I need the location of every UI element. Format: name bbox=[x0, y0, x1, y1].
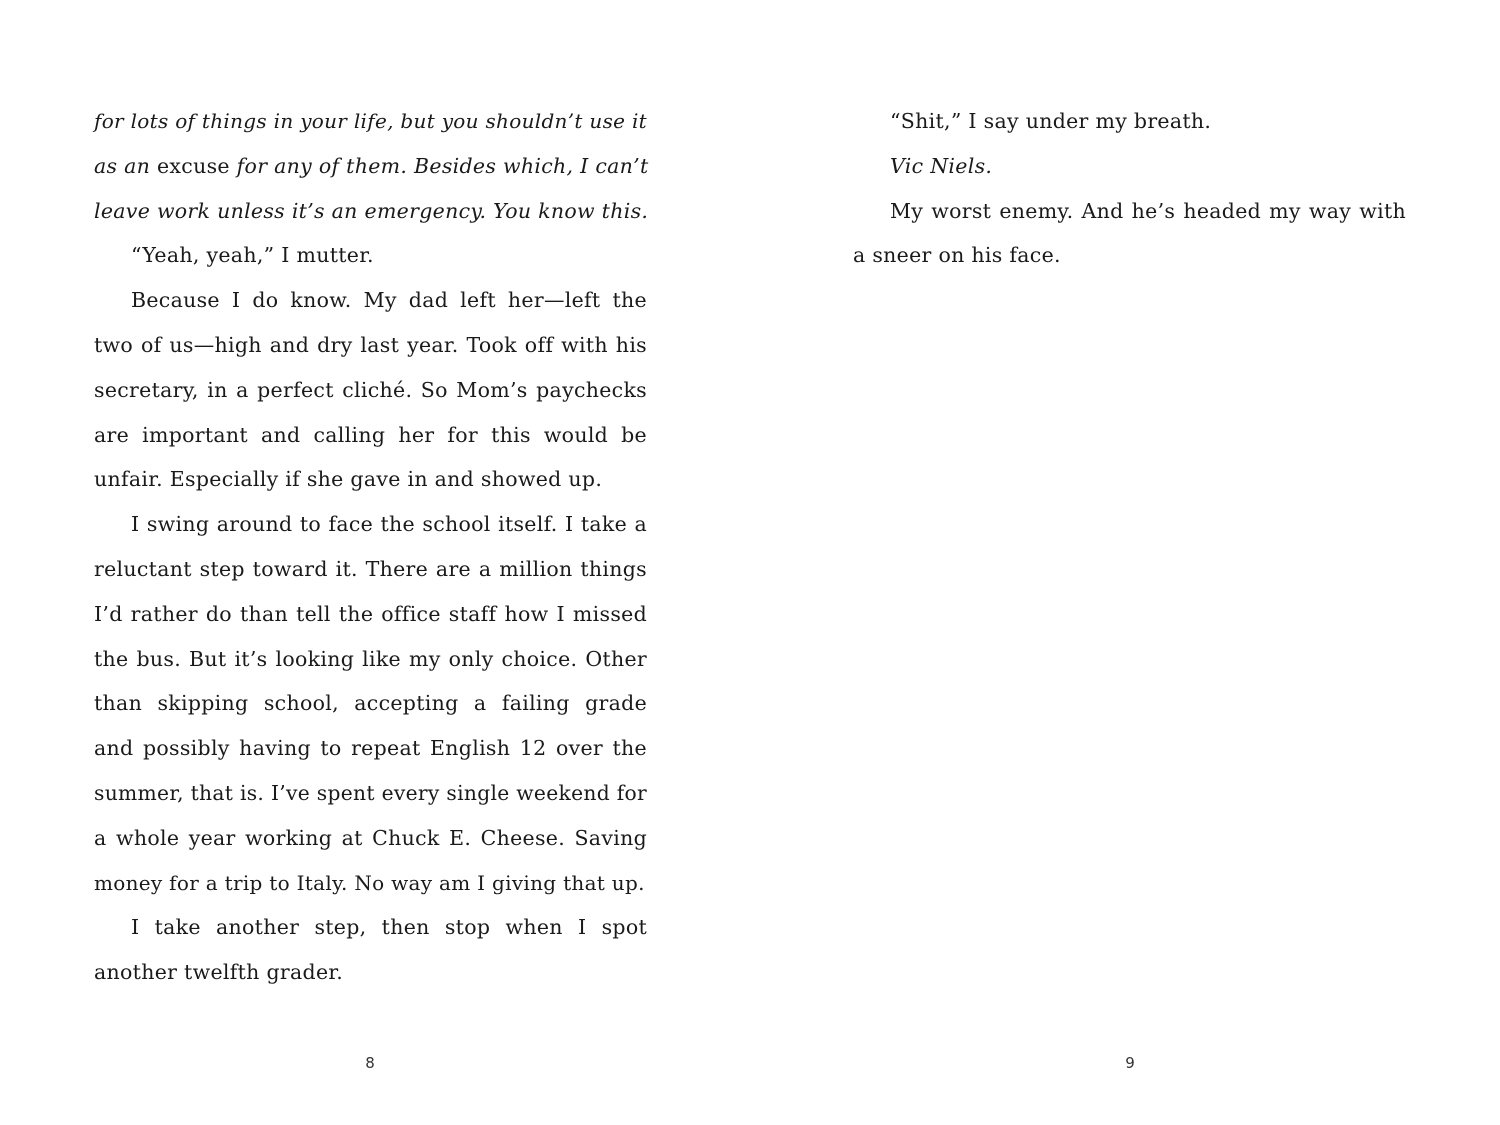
text-segment: I’d rather do than tell the office staff how I missed bbox=[94, 601, 647, 626]
text-segment: and possibly having to repeat English 12 over the bbox=[94, 736, 647, 761]
text-segment: the bus. But it’s looking like my only choice. Other bbox=[94, 646, 647, 671]
text-segment: summer, that is. I’ve spent every single weekend for bbox=[94, 780, 647, 805]
text-line bbox=[94, 681, 647, 726]
text-segment: a sneer on his face. bbox=[853, 243, 1061, 268]
text-line bbox=[94, 323, 647, 368]
text-line bbox=[94, 99, 647, 144]
page-number-right: 9 bbox=[1125, 1054, 1135, 1072]
left-page-text bbox=[94, 99, 647, 995]
text-line bbox=[94, 592, 647, 637]
text-segment: than skipping school, accepting a failing grade bbox=[94, 691, 647, 716]
text-line bbox=[853, 189, 1406, 234]
text-segment: for lots of things in your life, but you shouldn’t use it bbox=[94, 109, 647, 133]
text-line bbox=[94, 457, 647, 502]
text-line bbox=[94, 905, 647, 950]
text-line bbox=[853, 144, 1406, 189]
text-segment: money for a trip to Italy. No way am I giving that up. bbox=[94, 870, 645, 895]
text-segment: secretary, in a perfect cliché. So Mom’s paychecks bbox=[94, 377, 647, 402]
text-segment: reluctant step toward it. There are a million things bbox=[94, 556, 647, 581]
text-line bbox=[853, 99, 1406, 144]
text-segment: as an bbox=[94, 153, 157, 178]
text-segment: I swing around to face the school itself. I take a bbox=[131, 512, 647, 537]
text-line bbox=[94, 144, 647, 189]
text-line bbox=[94, 771, 647, 816]
text-line bbox=[853, 233, 1406, 278]
right-page-text bbox=[853, 99, 1406, 278]
text-segment: another twelfth grader. bbox=[94, 960, 344, 985]
text-segment: “Yeah, yeah,” I mutter. bbox=[131, 243, 374, 268]
text-line bbox=[94, 233, 647, 278]
text-segment: two of us—high and dry last year. Took off with his bbox=[94, 332, 647, 357]
text-segment: Vic Niels. bbox=[890, 153, 993, 178]
text-line bbox=[94, 950, 647, 995]
text-line bbox=[94, 816, 647, 861]
text-line bbox=[94, 278, 647, 323]
text-line bbox=[94, 861, 647, 906]
text-segment: are important and calling her for this would be bbox=[94, 422, 647, 447]
text-line bbox=[94, 189, 647, 234]
text-line bbox=[94, 726, 647, 771]
text-segment: for any of them. Besides which, I can’t bbox=[229, 153, 649, 178]
text-line bbox=[94, 547, 647, 592]
text-segment: I take another step, then stop when I spot bbox=[131, 915, 647, 940]
text-line bbox=[94, 502, 647, 547]
text-line bbox=[94, 368, 647, 413]
text-segment: My worst enemy. And he’s headed my way with bbox=[890, 198, 1406, 223]
text-segment: a whole year working at Chuck E. Cheese. Saving bbox=[94, 825, 647, 850]
page-number-left: 8 bbox=[365, 1054, 375, 1072]
text-segment: “Shit,” I say under my breath. bbox=[890, 109, 1212, 133]
text-line bbox=[94, 637, 647, 682]
text-segment: leave work unless it’s an emergency. You know this. bbox=[94, 198, 649, 223]
text-line bbox=[94, 413, 647, 458]
text-segment: excuse bbox=[157, 153, 230, 178]
text-segment: Because I do know. My dad left her—left the bbox=[131, 288, 647, 313]
text-segment: unfair. Especially if she gave in and showed up. bbox=[94, 467, 603, 492]
